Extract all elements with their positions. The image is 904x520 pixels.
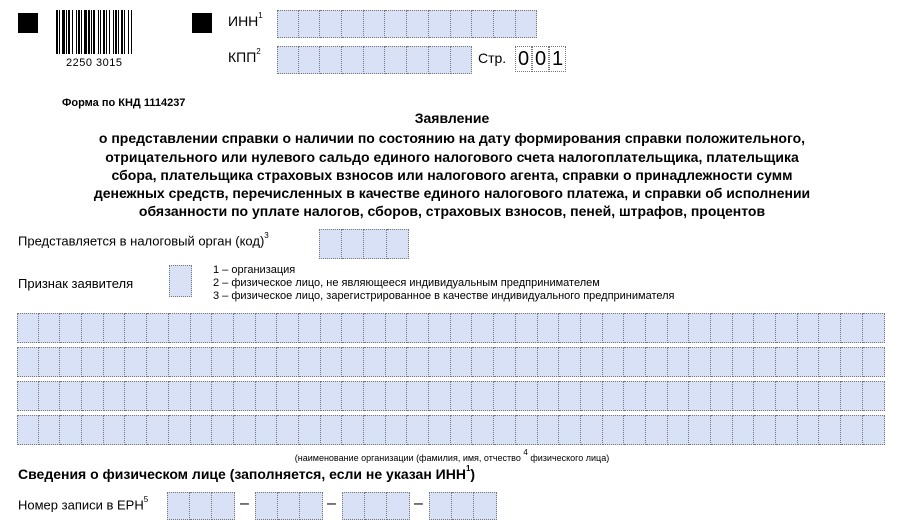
input-cell[interactable] (603, 415, 625, 445)
input-cell[interactable] (581, 415, 603, 445)
page-label: Стр. (478, 50, 507, 66)
kpp-label: КПП$^2$ (228, 47, 261, 65)
name-caption: (наименование организации (фамилия, имя, отчество 4 физического лица) (294, 448, 610, 463)
input-cell[interactable] (711, 415, 733, 445)
applicant-option: 1 – организация (213, 264, 296, 276)
input-cell[interactable] (104, 381, 126, 411)
input-cell[interactable] (603, 381, 625, 411)
input-cell[interactable] (342, 381, 364, 411)
input-cell[interactable] (125, 347, 147, 377)
input-cell[interactable] (474, 492, 497, 520)
input-cell[interactable] (624, 381, 646, 411)
input-cell[interactable] (863, 313, 885, 343)
input-cell[interactable] (624, 415, 646, 445)
input-cell[interactable] (17, 415, 39, 445)
applicant-type-field[interactable] (169, 265, 192, 297)
input-cell[interactable] (299, 415, 321, 445)
input-cell[interactable] (429, 347, 451, 377)
input-cell[interactable] (167, 492, 190, 520)
input-cell[interactable] (256, 313, 278, 343)
input-cell[interactable] (277, 415, 299, 445)
ern-label: Номер записи в ЕРН$^5$ (18, 495, 149, 513)
input-cell[interactable] (299, 381, 321, 411)
form-title: Заявление (414, 110, 490, 126)
input-cell[interactable] (429, 492, 452, 520)
input-cell[interactable] (60, 415, 82, 445)
inn-field[interactable] (277, 10, 537, 38)
input-cell[interactable] (689, 313, 711, 343)
form-subtitle-line: денежных средств, перечисленных в качестве единого налогового платежа, и справки об исполнении (93, 185, 811, 201)
input-cell[interactable] (39, 313, 61, 343)
input-cell[interactable] (798, 381, 820, 411)
page-digit: 0 (532, 46, 549, 72)
input-cell[interactable] (841, 415, 863, 445)
barcode-bar (81, 10, 82, 54)
barcode-bar (113, 10, 114, 54)
input-cell[interactable] (212, 492, 235, 520)
input-cell[interactable] (364, 10, 386, 38)
input-cell[interactable] (342, 313, 364, 343)
input-cell[interactable] (234, 347, 256, 377)
input-cell[interactable] (603, 347, 625, 377)
input-cell[interactable] (169, 313, 191, 343)
input-cell[interactable] (494, 10, 516, 38)
input-cell[interactable] (516, 347, 538, 377)
input-cell[interactable] (776, 313, 798, 343)
input-cell[interactable] (407, 313, 429, 343)
input-cell[interactable] (516, 10, 538, 38)
input-cell[interactable] (776, 415, 798, 445)
barcode-bar (59, 10, 60, 54)
input-cell[interactable] (624, 347, 646, 377)
input-cell[interactable] (125, 381, 147, 411)
input-cell[interactable] (364, 229, 387, 259)
ern-part-4[interactable] (429, 492, 497, 520)
barcode-bar (109, 10, 110, 54)
input-cell[interactable] (581, 381, 603, 411)
page-digit: 1 (549, 46, 566, 72)
input-cell[interactable] (754, 415, 776, 445)
barcode-bar (78, 10, 80, 54)
input-cell[interactable] (256, 415, 278, 445)
input-cell[interactable] (451, 10, 473, 38)
input-cell[interactable] (212, 347, 234, 377)
barcode-bar (72, 10, 73, 54)
input-cell[interactable] (386, 415, 408, 445)
input-cell[interactable] (711, 313, 733, 343)
input-cell[interactable] (733, 381, 755, 411)
barcode-bar (131, 10, 132, 54)
input-cell[interactable] (472, 10, 494, 38)
input-cell[interactable] (365, 492, 388, 520)
input-cell[interactable] (841, 347, 863, 377)
barcode-bar (68, 10, 70, 54)
form-code: Форма по КНД 1114237 (62, 97, 186, 109)
barcode-bar (118, 10, 119, 54)
barcode-bar (62, 10, 65, 54)
input-cell[interactable] (234, 381, 256, 411)
form-subtitle-line: отрицательного или нулевого сальдо единого налогового счета налогоплательщика, плательщика (105, 149, 799, 165)
input-cell[interactable] (603, 313, 625, 343)
tax-authority-label: Представляется в налоговый орган (код)$^3$ (18, 231, 269, 249)
input-cell[interactable] (342, 10, 364, 38)
input-cell[interactable] (559, 415, 581, 445)
form-subtitle-line: сбора, плательщика страховых взносов или налогового агента, справки о принадлежности сумм (111, 167, 793, 183)
input-cell[interactable] (256, 381, 278, 411)
barcode (56, 10, 172, 58)
input-cell[interactable] (39, 415, 61, 445)
input-cell[interactable] (776, 381, 798, 411)
input-cell[interactable] (733, 347, 755, 377)
input-cell[interactable] (559, 347, 581, 377)
input-cell[interactable] (451, 415, 473, 445)
person-section-heading: Сведения о физическом лице (заполняется, если не указан ИНН$^1$) (18, 464, 476, 482)
applicant-option: 3 – физическое лицо, зарегистрированное в качестве индивидуального предпринимателя (213, 290, 675, 302)
input-cell[interactable] (819, 347, 841, 377)
input-cell[interactable] (624, 313, 646, 343)
input-cell[interactable] (451, 347, 473, 377)
input-cell[interactable] (342, 415, 364, 445)
input-cell[interactable] (538, 415, 560, 445)
input-cell[interactable] (429, 46, 451, 74)
input-cell[interactable] (451, 46, 473, 74)
input-cell[interactable] (452, 492, 475, 520)
input-cell[interactable] (386, 313, 408, 343)
barcode-bar (100, 10, 101, 54)
input-cell[interactable] (277, 46, 299, 74)
input-cell[interactable] (320, 10, 342, 38)
input-cell[interactable] (863, 415, 885, 445)
ern-part-3[interactable] (342, 492, 410, 520)
page-digit: 0 (515, 46, 532, 72)
input-cell[interactable] (82, 347, 104, 377)
input-cell[interactable] (798, 313, 820, 343)
input-cell[interactable] (516, 313, 538, 343)
input-cell[interactable] (798, 347, 820, 377)
input-cell[interactable] (516, 415, 538, 445)
ern-separator: – (240, 495, 249, 512)
barcode-bar (88, 10, 90, 54)
barcode-bar (56, 10, 58, 54)
tax-authority-code-field[interactable] (319, 229, 409, 259)
input-cell[interactable] (581, 313, 603, 343)
input-cell[interactable] (429, 415, 451, 445)
input-cell[interactable] (82, 415, 104, 445)
barcode-bar (124, 10, 125, 54)
barcode-bar (76, 10, 77, 54)
input-cell[interactable] (190, 492, 213, 520)
input-cell[interactable] (321, 347, 343, 377)
barcode-bar (121, 10, 123, 54)
input-cell[interactable] (429, 313, 451, 343)
input-cell[interactable] (668, 381, 690, 411)
input-cell[interactable] (104, 347, 126, 377)
input-cell[interactable] (451, 313, 473, 343)
input-cell[interactable] (17, 313, 39, 343)
input-cell[interactable] (60, 347, 82, 377)
input-cell[interactable] (321, 313, 343, 343)
input-cell[interactable] (234, 313, 256, 343)
input-cell[interactable] (733, 313, 755, 343)
input-cell[interactable] (407, 10, 429, 38)
input-cell[interactable] (169, 265, 192, 297)
input-cell[interactable] (429, 381, 451, 411)
input-cell[interactable] (212, 415, 234, 445)
input-cell[interactable] (668, 347, 690, 377)
form-subtitle-line: обязанности по уплате налогов, сборов, страховых взносов, пеней, штрафов, процентов (138, 203, 766, 219)
barcode-bar (66, 10, 67, 54)
input-cell[interactable] (385, 10, 407, 38)
input-cell[interactable] (646, 415, 668, 445)
ern-separator: – (414, 495, 423, 512)
name-row-2[interactable] (17, 347, 885, 377)
page-number-field (515, 46, 566, 72)
input-cell[interactable] (17, 381, 39, 411)
input-cell[interactable] (472, 313, 494, 343)
input-cell[interactable] (169, 415, 191, 445)
input-cell[interactable] (494, 381, 516, 411)
input-cell[interactable] (321, 381, 343, 411)
input-cell[interactable] (299, 313, 321, 343)
input-cell[interactable] (277, 313, 299, 343)
input-cell[interactable] (559, 381, 581, 411)
input-cell[interactable] (364, 381, 386, 411)
ern-separator: – (327, 495, 336, 512)
input-cell[interactable] (711, 381, 733, 411)
input-cell[interactable] (407, 347, 429, 377)
input-cell[interactable] (82, 381, 104, 411)
input-cell[interactable] (407, 381, 429, 411)
barcode-bar (128, 10, 129, 54)
input-cell[interactable] (733, 415, 755, 445)
input-cell[interactable] (39, 347, 61, 377)
input-cell[interactable] (494, 347, 516, 377)
barcode-bar (84, 10, 87, 54)
input-cell[interactable] (646, 347, 668, 377)
inn-label: ИНН$^1$ (228, 11, 263, 29)
input-cell[interactable] (191, 415, 213, 445)
name-row-1[interactable] (17, 313, 885, 343)
registration-marker-left (18, 13, 38, 33)
input-cell[interactable] (147, 313, 169, 343)
input-cell[interactable] (147, 381, 169, 411)
input-cell[interactable] (169, 347, 191, 377)
input-cell[interactable] (277, 381, 299, 411)
input-cell[interactable] (191, 381, 213, 411)
input-cell[interactable] (387, 229, 410, 259)
barcode-bar (91, 10, 92, 54)
input-cell[interactable] (451, 381, 473, 411)
input-cell[interactable] (212, 313, 234, 343)
input-cell[interactable] (39, 381, 61, 411)
input-cell[interactable] (689, 415, 711, 445)
input-cell[interactable] (754, 347, 776, 377)
input-cell[interactable] (646, 381, 668, 411)
input-cell[interactable] (798, 415, 820, 445)
barcode-bar (106, 10, 107, 54)
input-cell[interactable] (559, 313, 581, 343)
input-cell[interactable] (320, 46, 342, 74)
input-cell[interactable] (342, 229, 365, 259)
input-cell[interactable] (364, 313, 386, 343)
input-cell[interactable] (689, 381, 711, 411)
input-cell[interactable] (342, 492, 365, 520)
input-cell[interactable] (819, 415, 841, 445)
input-cell[interactable] (255, 492, 278, 520)
input-cell[interactable] (407, 415, 429, 445)
input-cell[interactable] (191, 347, 213, 377)
ern-part-2[interactable] (255, 492, 323, 520)
input-cell[interactable] (169, 381, 191, 411)
applicant-option: 2 – физическое лицо, не являющееся индивидуальным предпринимателем (213, 277, 600, 289)
input-cell[interactable] (689, 347, 711, 377)
input-cell[interactable] (711, 347, 733, 377)
input-cell[interactable] (386, 381, 408, 411)
input-cell[interactable] (841, 313, 863, 343)
input-cell[interactable] (516, 381, 538, 411)
input-cell[interactable] (538, 381, 560, 411)
input-cell[interactable] (386, 347, 408, 377)
input-cell[interactable] (277, 10, 299, 38)
input-cell[interactable] (342, 46, 364, 74)
input-cell[interactable] (234, 415, 256, 445)
input-cell[interactable] (60, 313, 82, 343)
input-cell[interactable] (125, 313, 147, 343)
input-cell[interactable] (60, 381, 82, 411)
input-cell[interactable] (407, 46, 429, 74)
barcode-bar (98, 10, 99, 54)
barcode-bar (115, 10, 117, 54)
input-cell[interactable] (256, 347, 278, 377)
barcode-number: 2250 3015 (66, 57, 123, 69)
input-cell[interactable] (191, 313, 213, 343)
input-cell[interactable] (342, 347, 364, 377)
input-cell[interactable] (319, 229, 342, 259)
input-cell[interactable] (472, 415, 494, 445)
ern-part-1[interactable] (167, 492, 235, 520)
input-cell[interactable] (212, 381, 234, 411)
input-cell[interactable] (819, 381, 841, 411)
barcode-bar (103, 10, 105, 54)
input-cell[interactable] (668, 415, 690, 445)
input-cell[interactable] (538, 347, 560, 377)
input-cell[interactable] (147, 347, 169, 377)
input-cell[interactable] (472, 347, 494, 377)
input-cell[interactable] (299, 46, 321, 74)
input-cell[interactable] (819, 313, 841, 343)
input-cell[interactable] (754, 381, 776, 411)
input-cell[interactable] (494, 313, 516, 343)
input-cell[interactable] (754, 313, 776, 343)
input-cell[interactable] (125, 415, 147, 445)
input-cell[interactable] (299, 347, 321, 377)
input-cell[interactable] (429, 10, 451, 38)
input-cell[interactable] (278, 492, 301, 520)
input-cell[interactable] (364, 46, 386, 74)
registration-marker-right (192, 13, 212, 33)
input-cell[interactable] (277, 347, 299, 377)
input-cell[interactable] (387, 492, 410, 520)
input-cell[interactable] (538, 313, 560, 343)
input-cell[interactable] (776, 347, 798, 377)
input-cell[interactable] (668, 313, 690, 343)
input-cell[interactable] (17, 347, 39, 377)
input-cell[interactable] (841, 381, 863, 411)
kpp-field[interactable] (277, 46, 472, 74)
input-cell[interactable] (863, 347, 885, 377)
input-cell[interactable] (104, 415, 126, 445)
input-cell[interactable] (646, 313, 668, 343)
name-row-3[interactable] (17, 381, 885, 411)
input-cell[interactable] (472, 381, 494, 411)
input-cell[interactable] (104, 313, 126, 343)
input-cell[interactable] (147, 415, 169, 445)
input-cell[interactable] (300, 492, 323, 520)
input-cell[interactable] (364, 347, 386, 377)
name-row-4[interactable] (17, 415, 885, 445)
barcode-bar (93, 10, 95, 54)
input-cell[interactable] (494, 415, 516, 445)
input-cell[interactable] (581, 347, 603, 377)
input-cell[interactable] (863, 381, 885, 411)
applicant-type-label: Признак заявителя (18, 276, 134, 291)
input-cell[interactable] (299, 10, 321, 38)
input-cell[interactable] (321, 415, 343, 445)
input-cell[interactable] (82, 313, 104, 343)
input-cell[interactable] (385, 46, 407, 74)
form-subtitle-line: о представлении справки о наличии по состоянию на дату формирования справки положительного, (98, 130, 806, 146)
input-cell[interactable] (364, 415, 386, 445)
